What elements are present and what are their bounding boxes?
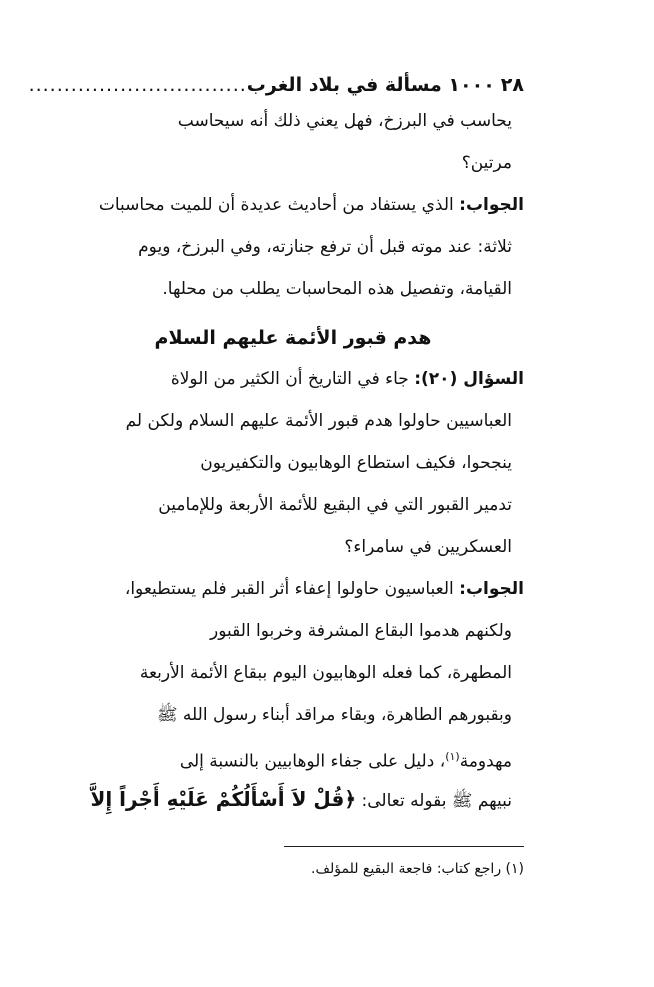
text-line [62, 568, 524, 610]
text-line: ولكنهم هدموا البقاع المشرفة وخربوا القبور [209, 621, 512, 641]
question-text: جاء في التاريخ أن الكثير من الولاة [170, 369, 415, 389]
answer-text: الذي يستفاد من أحاديث عديدة أن للميت محاسبات [98, 195, 460, 215]
answer-paragraph-1 [62, 184, 524, 310]
text-line: المطهرة، كما فعله الوهابيون اليوم ببقاع الأئمة الأربعة [139, 663, 512, 683]
running-header [28, 62, 524, 96]
quran-verse: ﴿قُلْ لاَ أَسْأَلُكُمْ عَلَيْهِ أَجْراً إِلاَّ [90, 787, 357, 811]
question-paragraph [62, 358, 524, 568]
text-line: العباسيين حاولوا هدم قبور الأئمة عليهم السلام ولكن لم [125, 411, 512, 431]
text-line: القيامة، وتفصيل هذه المحاسبات يطلب من محلها. [162, 279, 512, 299]
text-line: تدمير القبور التي في البقيع للأئمة الأربعة وللإمامين [158, 495, 512, 515]
answer-text: نبيهم ﷺ بقوله تعالى: [356, 791, 512, 811]
answer-text: العباسيون حاولوا إعفاء أثر القبر فلم يستطيعوا، [124, 579, 460, 599]
previous-question-continuation [62, 100, 524, 184]
answer-paragraph-2 [62, 568, 524, 820]
answer-text: مهدومة [459, 751, 512, 772]
page-number: ٢٨ [500, 74, 524, 96]
footnote: (١) راجع كتاب: فاجعة البقيع للمؤلف. [311, 861, 524, 877]
text-line: يحاسب في البرزخ، فهل يعني ذلك أنه سيحاسب [177, 111, 512, 131]
text-line: مرتين؟ [461, 153, 512, 173]
text-line [62, 184, 524, 226]
footnote-divider [284, 846, 524, 847]
header-dots: ............................... [28, 74, 247, 96]
question-label: السؤال (٢٠): [414, 369, 524, 389]
section-heading: هدم قبور الأئمة عليهم السلام [154, 327, 432, 349]
answer-label: الجواب: [459, 195, 524, 215]
answer-label: الجواب: [459, 579, 524, 599]
text-line [62, 358, 524, 400]
footnote-marker: (١) [445, 750, 460, 763]
text-line: العسكريين في سامراء؟ [344, 537, 512, 557]
text-line: ثلاثة: عند موته قبل أن ترفع جنازته، وفي البرزخ، ويوم [138, 237, 512, 257]
answer-text: ، دليل على جفاء الوهابيين بالنسبة إلى [179, 751, 446, 772]
text-line [62, 736, 524, 778]
text-line: وبقبورهم الطاهرة، وبقاء مراقد أبناء رسول الله ﷺ [156, 705, 512, 725]
book-title: ١٠٠٠ مسألة في بلاد الغرب [246, 74, 495, 96]
text-line: ينجحوا، فكيف استطاع الوهابيون والتكفيريون [200, 453, 512, 473]
text-line [62, 778, 524, 820]
